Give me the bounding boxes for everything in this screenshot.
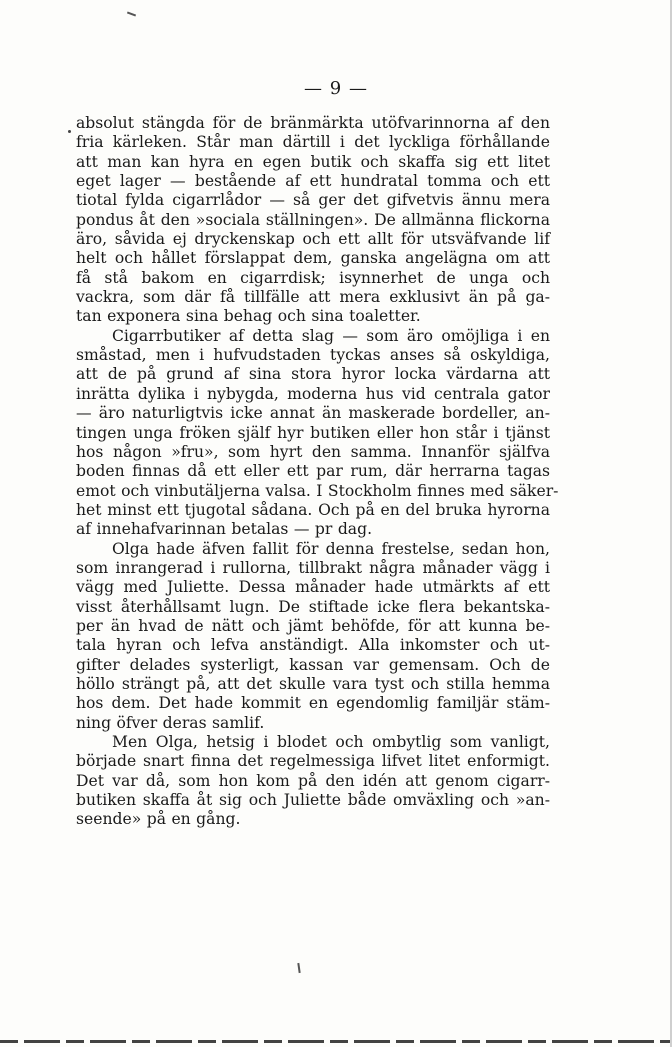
text-line: absolut stängda för de bränmärkta utöfvarinnorna af den <box>76 114 550 132</box>
text-line: helt och hållet förslappat dem, ganska angelägna om att <box>76 249 550 268</box>
paragraph-start: Olga hade äfven fallit för denna frestelse, sedan hon, <box>112 539 550 558</box>
text-line: fria kärleken. Står man därtill i det lyckliga förhållande <box>76 133 550 152</box>
text-line: eget lager — bestående af ett hundratal tomma och ett <box>76 172 550 191</box>
text-line: — äro naturligtvis icke annat än maskerade bordeller, an- <box>76 404 550 423</box>
text-line: vägg med Juliette. Dessa månader hade utmärkts af ett <box>76 578 550 597</box>
text-line: hos någon »fru», som hyrt den samma. Innanför själfva <box>76 442 550 461</box>
print-mark <box>127 12 136 17</box>
text-line: tan exponera sina behag och sina toaletter. <box>76 307 421 326</box>
text-line: få stå bakom en cigarrdisk; isynnerhet de unga och <box>76 268 550 287</box>
text-line: boden finnas då ett eller ett par rum, där herrarna tagas <box>76 462 550 481</box>
text-line: vackra, som där få tillfälle att mera exklusivt än på ga- <box>76 288 550 307</box>
text-line: seende» på en gång. <box>76 810 241 829</box>
text-line: småstad, men i hufvudstaden tyckas anses så oskyldiga, <box>76 346 550 365</box>
text-line: butiken skaffa åt sig och Juliette både omväxling och »an- <box>76 791 550 810</box>
text-line: att de på grund af sina stora hyror locka värdarna att <box>76 365 550 384</box>
text-line: Det var då, som hon kom på den idén att genom cigarr- <box>76 771 550 790</box>
text-line: hos dem. Det hade kommit en egendomlig familjär stäm- <box>76 694 550 713</box>
page-number: — 9 — <box>304 78 368 99</box>
text-line: äro, såvida ej dryckenskap och ett allt för utsväfvande lif <box>76 230 550 249</box>
text-line: visst återhållsamt lugn. De stiftade icke flera bekantska- <box>76 597 550 616</box>
text-line: tala hyran och lefva anständigt. Alla inkomster och ut- <box>76 636 550 655</box>
text-line: tiotal fylda cigarrlådor — så ger det gifvetvis ännu mera <box>76 191 550 210</box>
text-line: per än hvad de nätt och jämt behöfde, för att kunna be- <box>76 616 550 635</box>
body-text <box>76 114 559 830</box>
print-mark <box>297 963 300 973</box>
text-line: började snart finna det regelmessiga lifvet litet enformigt. <box>76 752 550 771</box>
text-line: höllo strängt på, att det skulle vara tyst och stilla hemma <box>76 674 550 693</box>
text-line: het minst ett tjugotal sådana. Och på en del bruka hyrorna <box>76 500 550 519</box>
text-line: gifter delades systerligt, kassan var gemensam. Och de <box>76 655 550 674</box>
text-line: ning öfver deras samlif. <box>76 713 265 732</box>
text-line: pondus åt den »sociala ställningen». De allmänna flickorna <box>76 210 550 229</box>
text-line: tingen unga fröken själf hyr butiken eller hon står i tjänst <box>76 423 550 442</box>
text-line: inrätta dylika i nybygda, moderna hus vid centrala gator <box>76 384 550 403</box>
text-line: af innehafvarinnan betalas — pr dag. <box>76 520 373 539</box>
text-line: som inrangerad i rullorna, tillbrakt några månader vägg i <box>76 558 550 577</box>
paragraph-start: Men Olga, hetsig i blodet och ombytlig som vanligt, <box>112 733 550 751</box>
scan-edge-bottom <box>0 1040 672 1043</box>
text-line: att man kan hyra en egen butik och skaffa sig ett litet <box>76 152 550 171</box>
paragraph-start: Cigarrbutiker af detta slag — som äro omöjliga i en <box>112 326 550 345</box>
text-line: emot och vinbutäljerna valsa. I Stockholm finnes med säker- <box>76 481 559 500</box>
print-speck <box>68 130 71 133</box>
